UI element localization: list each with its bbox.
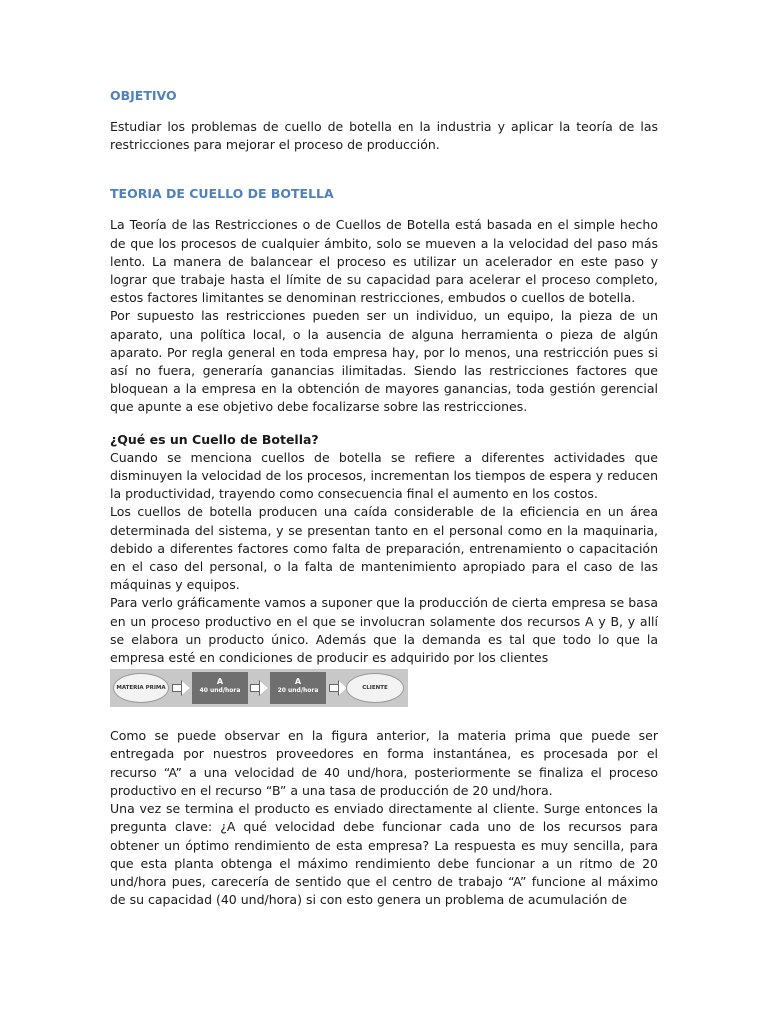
que-es-paragraph-2: Los cuellos de botella producen una caída considerable de la eficiencia en un área determinada del sistema, y se presentan tanto en el personal como en la maquinaria, debido a diferentes factores como falta de preparación, entrenamiento o capacitación en el caso del personal, o la falta de mantenimiento apropiado para el caso de las máquinas y equipos. (110, 504, 658, 593)
resource-a-node (192, 672, 248, 704)
teoria-paragraph-1: La Teoría de las Restricciones o de Cuellos de Botella está basada en el simple hecho de que los procesos de cualquier ámbito, solo se mueven a la velocidad del paso más lento. La manera de balancear el proceso es utilizar un acelerador en este paso y lograr que trabaje hasta el límite de su capacidad para acelerar el proceso completo, estos factores limitantes se denominan restricciones, embudos o cuellos de botella. (110, 217, 658, 306)
heading-objetivo: OBJETIVO (110, 88, 177, 103)
process-flow-figure (110, 669, 408, 707)
document-page (110, 86, 658, 909)
heading-teoria: TEORIA DE CUELLO DE BOTELLA (110, 186, 334, 202)
resource-b-rate: 20 und/hora (277, 687, 319, 695)
que-es-paragraph-3: Para verlo gráficamente vamos a suponer que la producción de cierta empresa se basa en un proceso productivo en el que se involucran solamente dos recursos A y B, y allí se elabora un producto único. Además que la demanda es tal que todo lo que la empresa esté en condiciones de producir es adquirido por los clientes (110, 595, 658, 666)
resource-b-node (270, 672, 326, 704)
heading-que-es: ¿Qué es un Cuello de Botella? (110, 431, 319, 447)
resource-a-rate: 40 und/hora (199, 687, 241, 695)
after-paragraph-2: Una vez se termina el producto es enviado directamente al cliente. Surge entonces la pregunta clave: ¿A qué velocidad debe funcionar cada uno de los recursos para obtener un óptimo rendimiento de esta empresa? La respuesta es muy sencilla, para que esta planta obtenga el máximo rendimiento debe funcionar a un ritmo de 20 und/hora pues, carecería de sentido que el centro de trabajo “A” funcione al máximo de su capacidad (40 und/hora) si con esto genera un problema de acumulación de (110, 801, 658, 908)
que-es-paragraph-1: Cuando se menciona cuellos de botella se refiere a diferentes actividades que disminuyen la velocidad de los procesos, incrementan los tiempos de espera y reducen la productividad, trayendo como consecuencia final el aumento en los costos. (110, 449, 658, 502)
objetivo-text: Estudiar los problemas de cuello de botella en la industria y aplicar la teoría de las restricciones para mejorar el proceso de producción. (110, 119, 658, 153)
resource-a-title: A (216, 677, 224, 687)
after-paragraph-1: Como se puede observar en la figura anterior, la materia prima que puede ser entregada por nuestros proveedores en forma instantánea, es procesada por el recurso “A” a una velocidad de 40 und/hora, posteriormente se finaliza el proceso productivo en el recurso “B” a una tasa de producción de 20 und/hora. (110, 728, 658, 798)
resource-b-title: A (294, 677, 302, 687)
cliente-node: CLIENTE (346, 673, 404, 703)
materia-prima-node: MATERIA PRIMA (113, 673, 169, 703)
teoria-paragraph-2: Por supuesto las restricciones pueden ser un individuo, un equipo, la pieza de un aparato, una política local, o la ausencia de alguna herramienta o pieza de algún aparato. Por regla general en toda empresa hay, por lo menos, una restricción pues si así no fuera, generaría ganancias ilimitadas. Siendo las restricciones factores que bloquean a la empresa en la obtención de mayores ganancias, toda gestión gerencial que apunte a ese objetivo debe focalizarse sobre las restricciones. (110, 308, 658, 415)
